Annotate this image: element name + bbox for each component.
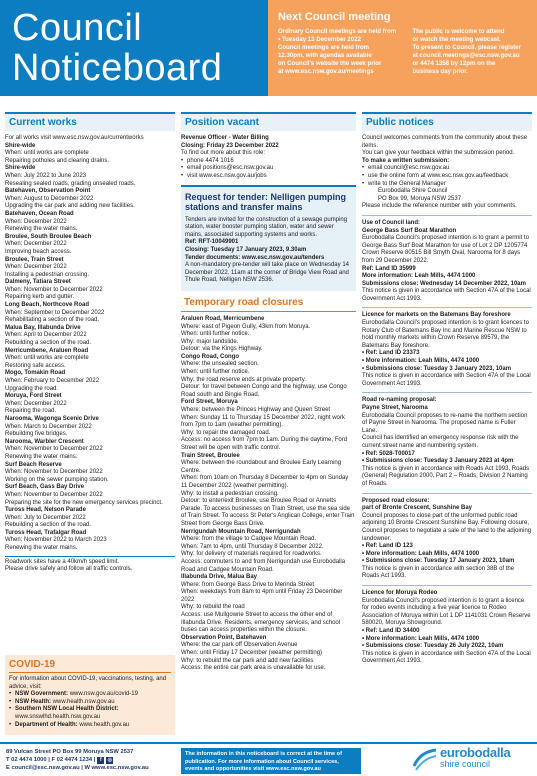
closure-detail: Where: from the village to Cadgee Mountain Road. [181,536,317,543]
works-desc: Restoring safe access. [5,362,66,369]
works-desc: Rebuilding a section of the road. [5,340,92,347]
notice-given: This notice is given in accordance with section 38B of the Roads Act 1993. [362,565,515,580]
meeting-title: Next Council meeting [278,11,391,23]
works-place: Long Beach, Northcove Road [5,302,90,309]
works-desc: Upgrading the road. [5,385,59,392]
notice-subtitle: Payne Street, Narooma [362,405,428,411]
covid-title: COVID-19 [9,659,171,673]
public-notices-intro: Council welcomes comments from the community about these items. [362,135,528,149]
closure-detail: Why: the road reserve ends at private property. [181,376,306,383]
submission-how-title: To make a written submission: [362,157,450,164]
covid-link-url[interactable]: www.health.gov.au [79,721,130,728]
notice-subtitle: George Bass Surf Boat Marathon [362,227,457,234]
tender-body: Tenders are invited for the construction of a sewage pumping station, water booster pumping station, water and sewer mains, associated supporting systems and works. [185,216,348,238]
covid-links [9,691,171,729]
closure-detail: Why: to install a pedestrian crossing. [181,490,279,497]
footer-contact [6,748,171,772]
tender-section [181,185,356,291]
closure-detail: When: Sunday 11 to Thursday 15 December 2022, night work from 7pm to 1am (weather permitting). [181,414,345,429]
notice-ref: • Ref: Land ID 123 [362,543,413,550]
notice-ref: Ref: Land ID 35999 [362,265,416,272]
closure-detail: Where: between the Princes Highway and Queen Street [181,407,331,414]
notice-given: This notice is given in accordance with Section 47A of the Local Government Act 1993. [362,373,531,387]
current-works-section [5,112,175,574]
tender-meeting: A non-mandatory pre-tender will take place on Wednesday 14 December 2022, 11am at the corner of Bridge View Road and Thule Road, Nelligen NSW 2536. [185,262,349,284]
closure-detail: When: until further notice. [181,369,250,376]
footer-phone: T 02 4474 1000 | F 02 4474 1234 | [6,757,96,763]
closure-detail: Access: commuters to and from Nerrigundah use Eurobodalla Road and Cadgee Mountain Road. [181,558,346,573]
works-place: Shire-wide [5,165,36,172]
notice-title: Proposed road closure: [362,497,430,504]
notice-title: Licence for markets on the Batemans Bay foreshore [362,312,511,319]
closure-detail: Where: from George Bass Drive to Merinda Street [181,581,315,588]
notice-extra: Council has identified an emergency response risk with the current street name and numbering system. [362,435,519,449]
position-contacts [181,158,356,181]
footer-email-web[interactable]: E council@esc.nsw.gov.au | W www.esc.nsw.gov.au [6,765,149,771]
works-place: Broulee, Train Street [5,256,64,263]
works-when: When: November to December 2022 [5,491,103,498]
works-desc: Preparing the site for the new emergency services precinct. [5,499,163,506]
works-place: Moruya, Ford Street [5,393,62,400]
public-line: or 4474 1358 by 12pm on the [412,60,496,67]
public-notices-title: Public notices [362,112,532,131]
meeting-link[interactable]: at www.esc.nsw.gov.au/meetings [278,68,374,75]
header-title-panel [0,0,268,96]
notice-info: • More information: Leah Mills, 4474 1000 [362,635,480,642]
notice-given: This notice is given in accordance with Roads Act 1993, Roads (General) Regulation 2000, Part 2 – Roads, Division 2 Naming of Roads. [362,465,530,487]
meeting-line: 12.30pm, with agendas available [278,52,372,59]
council-logo-icon [412,746,438,772]
works-when: When: December 2022 [5,241,67,248]
notice-divider [362,392,532,393]
notice-body: Eurobodalla Council proposes to re-name the northern section of Payne Street in Narooma. The proposed name is Fuller Lane. [362,412,528,434]
closure-detail: When: from 10am on Thursday 8 December to 4pm on Sunday 11 December 2022 (weather permitting). [181,475,349,489]
covid-link-item[interactable] [9,706,171,721]
works-desc: Working on the sewer pumping station. [5,476,109,483]
tender-closing: Closing: Tuesday 17 January 2023, 9.30am [185,246,307,253]
closure-detail: When: 7am to 4pm, until Thursday 8 December 2022. [181,543,324,550]
position-vacant-title: Position vacant [181,112,356,131]
works-desc: Rehabilitating a section of the road. [5,317,100,324]
tender-ref: Ref: RFT-10049901 [185,239,239,246]
covid-link-url[interactable]: www.health.nsw.gov.au [52,698,115,705]
covid-link-item[interactable] [9,699,171,707]
works-desc: Repairing potholes and clearing drains. [5,157,110,164]
works-when: When: November to December 2022 [5,286,103,293]
current-works-intro[interactable]: For all works visit www.esc.nsw.gov.au/currentworks [5,135,144,141]
footer [0,742,537,776]
logo-text: eurobodalla [440,745,511,760]
works-desc: Repairing the road. [5,408,57,415]
works-place: Tuross Head, Nelson Parade [5,507,86,514]
notice-info: • More information: Leah Mills, 4474 1000 [362,358,480,365]
notice-info: • More information: Leah Mills, 4474 1000 [362,550,480,557]
closure-detail: Access: the entire car park area is unavailable for use. [181,665,326,672]
tender-docs-link[interactable]: Tender documents: www.esc.nsw.gov.au/tenders [185,254,325,261]
works-when: When: until works are complete [5,150,89,157]
notice-ref: • Ref: Land ID 23373 [362,350,420,357]
public-line: business day prior. [412,68,468,75]
works-desc: Installing a pedestrian crossing. [5,271,90,278]
meeting-details [278,28,404,76]
works-place: Batehaven, Ocean Road [5,210,74,217]
works-place: Malua Bay, Illabunda Drive [5,324,81,331]
closure-detail: Detour: via the Kings Highway. [181,346,263,353]
closure-place: Nerrigundah Mountain Road, Nerrigundah [181,528,301,535]
closure-place: Observation Point, Batehaven [181,634,267,641]
middle-column [181,112,356,673]
notice-ref: • Ref: Land ID 34400 [362,628,420,635]
works-place: Mogo, Tomakin Road [5,370,66,377]
works-desc: Rebuilding a section of the road. [5,522,92,529]
works-desc: Improving beach access. [5,248,72,255]
public-email-link[interactable]: at council.meetings@esc.nsw.gov.au [412,52,520,59]
closure-place: Illabunda Drive, Malua Bay [181,574,258,581]
notice-title: Use of Council land: [362,219,421,226]
meeting-line: Ordinary Council meetings are held from [278,28,397,35]
current-works-title: Current works [5,112,175,131]
works-desc: Rebuilding five bridges. [5,431,68,438]
position-phone[interactable]: • phone 4474 1016 [181,158,356,166]
public-attend-details [412,28,529,76]
footer-address: 89 Vulcan Street PO Box 99 Moruya NSW 2537 [6,749,134,755]
public-line: or watch the meeting webcast. [412,36,501,43]
road-closures-title: Temporary road closures [181,297,356,312]
submission-email-link[interactable]: • email council@esc.nsw.gov.au [362,165,532,173]
tender-title: Request for tender: Nelligen pumping stations and transfer mains [185,191,347,213]
meeting-panel [268,0,537,96]
position-email-link[interactable]: • email positions@esc.nsw.gov.au [181,165,356,173]
notice-body: Eurobodalla Council's proposed intention is to grant licences to Rotary Club of Batemans Bay Inc and Marine Rescue NSW to hold monthly markets within Crown Reserve 89579, the Batemans Bay foreshore. [362,320,529,349]
closure-detail: When: until Friday 17 December (weather permitting) [181,650,323,657]
covid-link-name: Department of Health: [15,721,78,728]
works-list [5,143,175,553]
notice-subtitle: part of Bronte Crescent, Sunshine Bay [362,505,473,512]
notice-info: More information: Leah Mills, 4474 1000 [362,273,476,280]
notice-divider [362,307,532,308]
works-when: When: July to December 2022 [5,514,86,521]
roadwork-note [5,556,175,574]
closure-place: Ford Street, Moruya [181,399,238,406]
covid-link-url[interactable]: www.snswlhd.health.nsw.gov.au [15,713,101,720]
public-line: To present to Council, please register [412,44,522,51]
works-place: Surf Beach Reserve [5,461,62,468]
notice-divider [362,585,532,586]
works-when: When: December 2022 [5,264,67,271]
roadwork-note-line: Roadwork sites have a 40km/h speed limit. [5,558,120,565]
covid-link-name: Southern NSW Local Health District: [15,706,119,713]
closure-detail: Access: use Mullgowrie Street to access the other end of Illabunda Drive. Residents, emergency services, and school buses can access properties within the closure. [181,612,341,634]
notice-closes: • Submissions close: Tuesday 17 January 2023, 10am [362,558,515,565]
works-place: Narooma, Wagonga Scenic Drive [5,415,99,422]
works-when: When: November to December 2022 [5,469,103,476]
works-place: Surf Beach, Gass Bay Drive [5,484,85,491]
works-place: Narooma, Warbler Crescent [5,438,84,445]
roadwork-note-line: Please drive safely and follow all traffic controls. [5,566,133,573]
works-when: When: until works are complete [5,355,89,362]
works-place: Shire-wide [5,142,36,149]
works-when: When: December 2022 [5,400,67,407]
notice-body: Eurobodalla Council's proposed intention is to grant a permit to George Bass Surf Boat Marathon for use of Lot 2 DP 1205774 Crown Reserve 80515 Bill Smyth Oval, Narooma for 8 days from 29 December 2022. [362,235,529,264]
meeting-line: Council meetings are held from [278,44,370,51]
works-when: When: November to December 2022 [5,446,103,453]
notice-divider [362,493,532,494]
works-when: When: August to December 2022 [5,195,94,202]
works-when: When: December 2022 [5,218,67,225]
notice-given: This notice is given in accordance with Section 47A of the Local Government Act 1993. [362,288,531,302]
road-closures-list [181,316,356,673]
notice-title: Road re-naming proposal: [362,397,437,404]
closure-place: Train Street, Broulee [181,452,240,459]
public-line: The public is welcome to attend [412,28,505,35]
header-title-line1: Council [12,7,143,49]
meeting-line: on Council's website the week prior [278,60,382,67]
works-when: When: March to December 2022 [5,423,92,430]
closure-place: Araluen Road, Merricumbene [181,315,265,322]
council-address: PO Box 99, Moruya NSW 2537 [378,195,462,202]
covid-link-item[interactable] [9,722,171,730]
works-desc: Repairing kerb and gutter. [5,294,75,301]
position-closing: Closing: Friday 23 December 2022 [181,142,279,149]
position-jobs-link[interactable]: • visit www.esc.nsw.gov.au/jobs [181,173,356,181]
council-address: Eurobodalla Shire Council [378,188,448,195]
notice-given: This notice is given in accordance with Section 47A of the Local Government Act 1993. [362,650,531,665]
facebook-icon[interactable]: f [97,757,104,764]
position-find-more: To find out more about this role: [181,150,266,157]
closure-detail: Why: to repair the damaged road. [181,429,271,436]
works-when: When: July 2022 to June 2023 [5,172,87,179]
footer-disclaimer: The information in this noticeboard is correct at the time of publication. For more information about Council services, events and opportunities visit www.esc.nsw.gov.au [181,748,361,774]
closure-detail: Where: the unsealed section. [181,361,259,368]
instagram-icon[interactable]: ◎ [107,757,112,763]
closure-detail: Where: east of Pigeon Gully, 43km from Moruya. [181,323,311,330]
closure-detail: Where: the car park off Observation Avenue [181,642,298,649]
closure-detail: Why: to rebuild the road [181,604,245,611]
public-notices-section [362,112,532,666]
works-place: Tuross Head, Trafalgar Road [5,529,87,536]
closure-detail: Access: no access from 7pm to 1am. During the daytime, Ford Street will be open with traffic control. [181,437,348,451]
works-when: When: November 2022 to March 2023 [5,537,107,544]
closure-detail: When: until further notice. [181,331,250,338]
works-desc: Renewing the water mains. [5,226,78,233]
works-place: Dalmeny, Tatiara Street [5,279,71,286]
submission-write: • write to the General Manager [362,181,532,189]
works-place: Broulee, South Broulee Beach [5,233,92,240]
works-desc: Upgrading the car park and adding new facilities. [5,203,135,210]
covid-link-url[interactable]: www.nsw.gov.au/covid-19 [69,691,138,698]
closure-detail: When: weekdays from 8am to 4pm until Friday 23 December 2022 [181,589,343,603]
meeting-line: • Tuesday 13 December 2022 [278,36,361,43]
notice-closes: Submissions close: Wednesday 14 December 2022, 10am [362,280,526,287]
position-role: Revenue Officer - Water Billing [181,135,269,141]
submission-form-link[interactable]: • use the online form at www.esc.nsw.gov.au/feedback [362,173,532,181]
notice-closes: • Submissions close: Tuesday 26 July 2022, 10am [362,643,504,650]
public-notices-intro: You can give your feedback within the submission period. [362,150,515,157]
closure-detail: Why: major landslide. [181,338,239,345]
closure-place: Congo Road, Congo [181,353,239,360]
closure-detail: Where: between the roundabout and Broulee Early Learning Centre. [181,460,342,474]
covid-link-item[interactable] [9,691,171,699]
notice-closes: • Submissions close: Tuesday 3 January 2023, 10am [362,365,512,372]
include-ref-note: Please include the reference number with your comments. [362,203,517,210]
works-desc: Resealing sealed roads, grading unsealed roads. [5,180,136,187]
notices-list [362,215,532,666]
covid-intro: For information about COVID-19, vaccinations, testing, and advice, visit: [9,676,167,690]
notice-body: Council proposes to close part of the unformed public road adjoining 10 Bronte Crescent Sunshine Bay. Following closure, Council proposes to negotiate a sale of the land to the adjoining landowner. [362,512,532,542]
works-place: Merricumbene, Araluen Road [5,347,89,354]
closure-detail: Detour: for travel between Congo and the highway, use Congo Road south and Bingie Road. [181,384,347,398]
works-desc: Renewing the water mains. [5,545,78,552]
works-when: When: September to December 2022 [5,309,105,316]
works-place: Batehaven, Observation Point [5,188,91,195]
notice-body: Eurobodalla Council's proposed intention is to grant a licence for rodeo events including a five year licence to Rodeo Association of Moruya within Lot 1 DP 1141031 Crown Reserve 580020, Moruya Showground. [362,597,531,627]
logo-subtext: shire council [440,759,491,769]
works-when: When: April to December 2022 [5,332,87,339]
closure-detail: Why: to rebuild the car park and add new facilities [181,657,314,664]
closure-detail: Detour: to enter/exit Broulee, use Broulee Road or Annetts Parade. To access businesses on Train Street, use the sea side of Train Street. To access St Peter's Anglican College, enter Train Street from George Bass Drive. [181,498,355,527]
council-logo[interactable] [412,746,532,774]
notice-ref: • Ref: 5028-T00017 [362,450,415,457]
notice-title: Licence for Moruya Rodeo [362,590,438,597]
works-when: When: February to December 2022 [5,378,100,384]
covid-section [5,655,175,735]
covid-link-name: NSW Government: [15,691,69,698]
notice-divider [362,215,532,216]
header-title-line2: Noticeboard [12,47,223,89]
works-desc: Renewing the water mains. [5,453,78,460]
notice-closes: • Submissions close: Tuesday 3 January 2023 at 4pm [362,458,514,465]
covid-link-name: NSW Health: [15,698,51,705]
submission-methods [362,165,532,188]
closure-detail: Why: for delivery of materials required for roadworks. [181,551,322,558]
